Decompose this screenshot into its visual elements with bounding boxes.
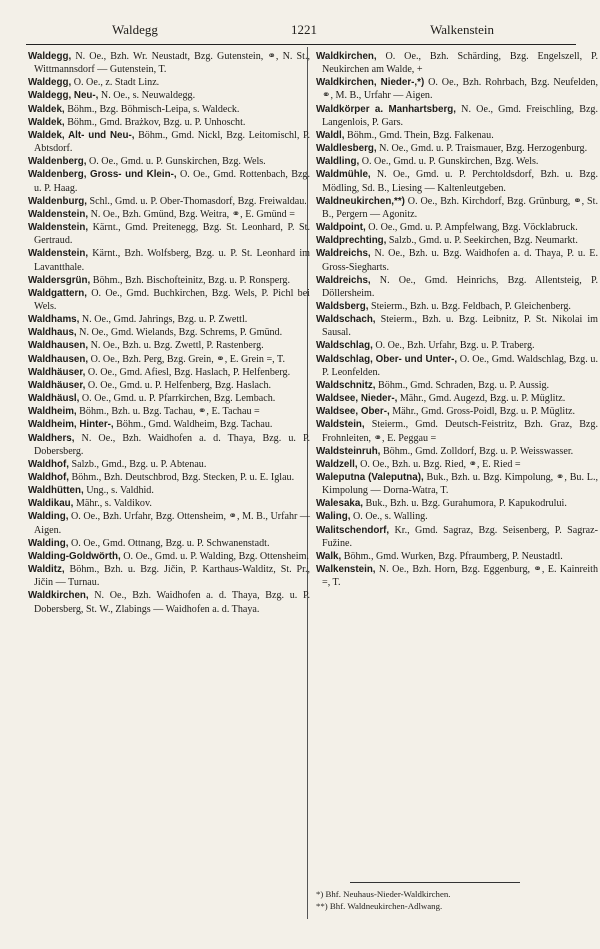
- gazetteer-entry: [316, 247, 598, 273]
- entry-headword: Waldenburg,: [28, 195, 87, 207]
- gazetteer-entry: [28, 326, 310, 339]
- entry-headword: Waldegg,: [28, 77, 72, 89]
- gazetteer-entry: [28, 195, 310, 208]
- gazetteer-entry: [28, 287, 310, 313]
- entry-text: Buk., Bzh. u. Bzg. Kimpolung, ⚭, Bu. L., Kimpolung — Dorna-Watra, T.: [322, 472, 598, 497]
- entry-headword: Waldek,: [28, 116, 65, 128]
- entry-headword: Waldhaus,: [28, 327, 77, 339]
- page-number: 1221: [291, 22, 317, 37]
- entry-text: Böhm., Gmd. Zolldorf, Bzg. u. P. Weisswasser.: [380, 445, 574, 457]
- gazetteer-entry: [28, 563, 310, 589]
- gazetteer-entry: [28, 484, 310, 497]
- gazetteer-entry: [316, 155, 598, 168]
- entry-headword: Waldgattern,: [28, 287, 87, 299]
- entry-headword: Waldpoint,: [316, 222, 366, 234]
- gazetteer-entry: [316, 274, 598, 300]
- entry-text: N. Oe., s. Neuwaldegg.: [98, 90, 196, 102]
- entry-headword: Waldek, Alt- und Neu-,: [28, 129, 135, 141]
- footnote: *) Bhf. Neuhaus-Nieder-Waldkirchen.: [316, 889, 451, 899]
- entry-text: N. Oe., Bzh. Waidhofen a. d. Thaya, Bzg. u. P. Dobersberg, St. W., Zlabings — Waidhofen a. d. Thaya.: [34, 590, 310, 615]
- entry-text: Kärnt., Bzh. Wolfsberg, Bzg. u. P. St. Leonhard im Lavantthale.: [34, 248, 310, 273]
- entry-headword: Walkenstein,: [316, 564, 376, 576]
- gazetteer-entry: [28, 497, 310, 510]
- gazetteer-entry: [28, 129, 310, 155]
- gazetteer-entry: [316, 168, 598, 194]
- gazetteer-entry: [28, 247, 310, 273]
- gazetteer-entry: [28, 208, 310, 221]
- entry-text: O. Oe., Gmd. Rottenbach, Bzg. u. P. Haag.: [34, 169, 311, 194]
- entry-headword: Waldprechting,: [316, 235, 387, 247]
- gazetteer-entry: [28, 471, 310, 484]
- entry-text: Böhm., Bzh. Deutschbrod, Bzg. Stecken, P. u. E. Iglau.: [69, 472, 295, 483]
- page-header: [24, 22, 576, 40]
- entry-headword: Waldl,: [316, 129, 345, 141]
- gazetteer-entry: [28, 103, 310, 116]
- entry-headword: Waldenberg, Gross- und Klein-,: [28, 169, 177, 181]
- entry-text: Salzb., Gmd. u. P. Seekirchen, Bzg. Neumarkt.: [386, 235, 578, 247]
- footnotes: [316, 888, 596, 912]
- entry-headword: Waldsee, Ober-,: [316, 406, 390, 418]
- entry-text: N. Oe., Bzh. Waidhofen a. d. Thaya, Bzg. u. P. Dobersberg.: [34, 432, 310, 457]
- entry-text: Böhm., Bzg. Böhmisch-Leipa, s. Waldeck.: [64, 103, 240, 115]
- entry-text: N. Oe., Gmd. u. P. Traismauer, Bzg. Herzogenburg.: [376, 143, 588, 155]
- entry-text: Mähr., s. Valdikov.: [73, 498, 152, 510]
- entry-headword: Walditz,: [28, 564, 65, 576]
- entry-text: O. Oe., Bzh. Urfahr, Bzg. u. P. Traberg.: [372, 340, 535, 352]
- entry-headword: Waldlesberg,: [316, 143, 377, 155]
- entry-headword: Waldhütten,: [28, 485, 84, 497]
- entry-text: N. Oe., Gmd. Heinrichs, Bzg. Allentsteig, P. Döllersheim.: [322, 274, 598, 299]
- entry-text: O. Oe., Bzh. Perg, Bzg. Grein, ⚭, E. Grein =, T.: [88, 353, 285, 365]
- entry-text: Schl., Gmd. u. P. Ober-Thomasdorf, Bzg. Freiwaldau.: [86, 195, 307, 207]
- gazetteer-entry: [316, 103, 598, 129]
- entry-headword: Walitschendorf,: [316, 524, 390, 536]
- entry-text: Mähr., Gmd. Augezd, Bzg. u. P. Müglitz.: [397, 393, 566, 405]
- gazetteer-entry: [28, 432, 310, 458]
- gazetteer-entry: [28, 379, 310, 392]
- gazetteer-entry: [316, 76, 598, 102]
- entry-headword: Waldsee, Nieder-,: [316, 393, 398, 405]
- gazetteer-entry: [316, 510, 598, 523]
- entry-text: Böhm., Gmd. Wurken, Bzg. Pfraumberg, P. Neustadtl.: [341, 550, 563, 562]
- entry-text: N. Oe., Gmd. Jahrings, Bzg. u. P. Zwettl.: [79, 314, 248, 326]
- entry-headword: Waldikau,: [28, 498, 74, 510]
- entry-text: Böhm., Bzh. Bischofteinitz, Bzg. u. P. Ronsperg.: [90, 274, 290, 286]
- gazetteer-entry: [28, 550, 310, 563]
- gazetteer-entry: [28, 339, 310, 352]
- gazetteer-entry: [316, 313, 598, 339]
- entry-headword: Waldzell,: [316, 458, 358, 470]
- entry-text: Böhm., Gmd. Schraden, Bzg. u. P. Aussig.: [375, 379, 550, 391]
- gazetteer-entry: [28, 405, 310, 418]
- entry-headword: Waldkirchen,: [28, 590, 89, 602]
- entry-headword: Walding-Goldwörth,: [28, 550, 121, 562]
- left-column: [28, 50, 310, 616]
- gazetteer-entry: [316, 221, 598, 234]
- entry-text: Böhm., Bzh. u. Bzg. Jičin, P. Karthaus-Walditz, St. Pr., Jičin — Turnau.: [34, 564, 310, 589]
- entry-headword: Waldschnitz,: [316, 379, 376, 391]
- entry-text: O. Oe., Gmd. u. P. Ampfelwang, Bzg. Vöcklabruck.: [365, 222, 578, 234]
- entry-text: O. Oe., Gmd. u. P. Gunskirchen, Bzg. Wels.: [359, 156, 539, 168]
- gazetteer-entry: [28, 50, 310, 76]
- header-rule: [26, 44, 576, 45]
- entry-headword: Waldschlag, Ober- und Unter-,: [316, 353, 458, 365]
- entry-headword: Waldschach,: [316, 314, 376, 326]
- gazetteer-entry: [316, 563, 598, 589]
- entry-headword: Waldkörper a. Manhartsberg,: [316, 103, 456, 115]
- entry-text: N. Oe., Gmd. Wielands, Bzg. Schrems, P. Gmünd.: [76, 327, 283, 339]
- entry-headword: Waldsteinruh,: [316, 445, 381, 457]
- entry-text: Böhm., Gmd. Thein, Bzg. Falkenau.: [344, 129, 494, 141]
- gazetteer-entry: [28, 76, 310, 89]
- entry-headword: Waleputna (Valeputna),: [316, 472, 424, 483]
- entry-text: O. Oe., Gmd. u. P. Pfarrkirchen, Bzg. Lembach.: [79, 393, 276, 405]
- entry-text: O. Oe., Gmd. u. P. Helfenberg, Bzg. Haslach.: [85, 379, 272, 391]
- entry-headword: Waldenberg,: [28, 156, 87, 168]
- entry-text: O. Oe., Bzh. u. Bzg. Ried, ⚭, E. Ried =: [357, 458, 521, 470]
- gazetteer-entry: [316, 339, 598, 352]
- footnote-rule: [350, 882, 520, 883]
- entry-text: Salzb., Gmd., Bzg. u. P. Abtenau.: [69, 458, 207, 470]
- gazetteer-entry: [28, 510, 310, 536]
- gazetteer-entry: [316, 142, 598, 155]
- entry-text: Steierm., Bzh. u. Bzg. Leibnitz, P. St. Nikolai im Sausal.: [322, 314, 598, 339]
- entry-headword: Walding,: [28, 537, 69, 549]
- entry-text: Buk., Bzh. u. Bzg. Gurahumora, P. Kapukodrului.: [363, 498, 567, 510]
- entry-headword: Waldhof,: [28, 458, 69, 470]
- gazetteer-entry: [28, 221, 310, 247]
- gazetteer-entry: [316, 129, 598, 142]
- entry-headword: Walk,: [316, 550, 342, 562]
- gazetteer-entry: [28, 168, 310, 194]
- entry-text: N. Oe., Gmd. Freischling, Bzg. Langenlois, P. Gars.: [322, 103, 598, 128]
- entry-headword: Waling,: [316, 511, 351, 523]
- entry-headword: Waldersgrün,: [28, 274, 91, 286]
- entry-headword: Waldhausen,: [28, 340, 89, 352]
- entry-text: O. Oe., Gmd. Buchkirchen, Bzg. Wels, P. Pichl bei Wels.: [34, 287, 310, 312]
- entry-text: N. Oe., Bzh. u. Bzg. Zwettl, P. Rastenberg.: [88, 340, 264, 352]
- entry-text: O. Oe., Gmd. u. P. Gunskirchen, Bzg. Wels.: [86, 156, 266, 168]
- entry-text: Böhm., Gmd. Brażkov, Bzg. u. P. Unhoscht.: [64, 116, 246, 128]
- entry-headword: Waldkirchen,: [316, 51, 377, 62]
- entry-text: Steierm., Bzh. u. Bzg. Feldbach, P. Gleichenberg.: [368, 300, 571, 312]
- gazetteer-entry: [28, 392, 310, 405]
- entry-headword: Waldneukirchen,**): [316, 195, 405, 207]
- entry-headword: Waldstein,: [316, 419, 365, 431]
- entry-text: Kr., Gmd. Sagraz, Bzg. Seisenberg, P. Sagraz-Fužine.: [322, 524, 598, 549]
- entry-headword: Waldenstein,: [28, 248, 89, 260]
- gazetteer-entry: [28, 537, 310, 550]
- gazetteer-entry: [316, 445, 598, 458]
- entry-headword: Waldenstein,: [28, 208, 89, 220]
- entry-headword: Waldek,: [28, 103, 65, 115]
- gazetteer-entry: [28, 353, 310, 366]
- entry-headword: Waldhäusl,: [28, 393, 80, 405]
- gazetteer-entry: [316, 353, 598, 379]
- entry-headword: Waldsberg,: [316, 300, 369, 312]
- entry-text: N. Oe., Bzh. Gmünd, Bzg. Weitra, ⚭, E. Gmünd =: [88, 208, 295, 220]
- entry-text: Böhm., Gmd. Waldheim, Bzg. Tachau.: [113, 419, 273, 431]
- gazetteer-entry: [316, 50, 598, 76]
- gazetteer-entry: [316, 195, 598, 221]
- entry-text: Kärnt., Gmd. Preitenegg, Bzg. St. Leonhard, P. St. Gertraud.: [34, 222, 310, 247]
- entry-text: N. Oe., Bzh. Horn, Bzg. Eggenburg, ⚭, E. Kainreith =, T.: [322, 564, 598, 589]
- header-left: Waldegg: [112, 22, 158, 37]
- entry-text: N. Oe., Bzh. Wr. Neustadt, Bzg. Gutenstein, ⚭, N. St., Wittmannsdorf — Gutenstein, T.: [34, 51, 310, 76]
- gazetteer-entry: [28, 116, 310, 129]
- entry-headword: Waldegg, Neu-,: [28, 90, 99, 102]
- entry-headword: Waldhers,: [28, 432, 75, 444]
- entry-headword: Waldhäuser,: [28, 366, 86, 378]
- gazetteer-entry: [28, 589, 310, 615]
- entry-headword: Waldhausen,: [28, 353, 89, 365]
- entry-text: N. Oe., Bzh. u. Bzg. Waidhofen a. d. Thaya, P. u. E. Gross-Siegharts.: [322, 248, 598, 273]
- gazetteer-entry: [316, 300, 598, 313]
- entry-text: Steierm., Gmd. Deutsch-Feistritz, Bzh. Graz, Bzg. Frohnleiten, ⚭, E. Peggau =: [322, 419, 598, 444]
- entry-text: O. Oe., Bzh. Urfahr, Bzg. Ottensheim, ⚭, M. B., Urfahr — Aigen.: [34, 511, 310, 536]
- entry-text: Ung., s. Valdhid.: [83, 485, 154, 497]
- entry-text: O. Oe., Gmd. Waldschlag, Bzg. u. P. Leonfelden.: [322, 353, 598, 378]
- gazetteer-entry: [28, 274, 310, 287]
- entry-headword: Waldegg,: [28, 51, 72, 62]
- entry-headword: Waldkirchen, Nieder-,*): [316, 77, 425, 89]
- gazetteer-entry: [316, 234, 598, 247]
- right-column: [316, 50, 598, 589]
- entry-headword: Waldhof,: [28, 472, 69, 483]
- gazetteer-entry: [316, 379, 598, 392]
- entry-text: N. Oe., Gmd. u. P. Perchtoldsdorf, Bzh. u. Bzg. Mödling, Sd. B., Liesing — Kaltenleutgeben.: [322, 169, 598, 194]
- gazetteer-entry: [28, 155, 310, 168]
- entry-text: Böhm., Gmd. Nickl, Bzg. Leitomischl, P. Abtsdorf.: [34, 129, 310, 155]
- gazetteer-entry: [316, 524, 598, 550]
- entry-text: O. Oe., s. Walling.: [350, 511, 428, 523]
- entry-headword: Waldheim, Hinter-,: [28, 419, 114, 431]
- entry-text: O. Oe., Gmd. Ottnang, Bzg. u. P. Schwanenstadt.: [68, 537, 270, 549]
- entry-headword: Walding,: [28, 511, 69, 523]
- footnote: **) Bhf. Waldneukirchen-Adlwang.: [316, 901, 443, 911]
- gazetteer-entry: [316, 458, 598, 471]
- entry-headword: Waldreichs,: [316, 248, 371, 260]
- gazetteer-entry: [28, 418, 310, 431]
- entry-text: O. Oe., Gmd. u. P. Walding, Bzg. Ottensheim.: [120, 550, 309, 562]
- gazetteer-entry: [316, 405, 598, 418]
- entry-headword: Walesaka,: [316, 498, 364, 510]
- entry-headword: Waldenstein,: [28, 222, 89, 234]
- entry-text: O. Oe., Bzh. Schärding, Bzg. Engelszell, P. Neukirchen am Walde, +: [322, 51, 598, 76]
- entry-headword: Waldhams,: [28, 314, 80, 326]
- entry-headword: Waldling,: [316, 156, 360, 168]
- entry-text: O. Oe., Bzh. Kirchdorf, Bzg. Grünburg, ⚭, St. B., Pergern — Agonitz.: [322, 195, 598, 220]
- gazetteer-entry: [28, 89, 310, 102]
- entry-text: Böhm., Bzh. u. Bzg. Tachau, ⚭, E. Tachau =: [76, 406, 260, 418]
- header-right: Walkenstein: [430, 22, 494, 37]
- gazetteer-entry: [316, 418, 598, 444]
- gazetteer-entry: [316, 471, 598, 497]
- entry-headword: Waldhäuser,: [28, 379, 86, 391]
- gazetteer-entry: [28, 313, 310, 326]
- entry-headword: Waldmühle,: [316, 169, 371, 181]
- gazetteer-entry: [28, 458, 310, 471]
- entry-text: O. Oe., Gmd. Afiesl, Bzg. Haslach, P. Helfenberg.: [85, 366, 291, 378]
- entry-headword: Waldheim,: [28, 406, 77, 418]
- gazetteer-entry: [28, 366, 310, 379]
- gazetteer-entry: [316, 550, 598, 563]
- entry-text: Mähr., Gmd. Gross-Poidl, Bzg. u. P. Müglitz.: [389, 406, 576, 418]
- entry-text: O. Oe., Bzh. Rohrbach, Bzg. Neufelden, ⚭, M. B., Urfahr — Aigen.: [322, 77, 598, 102]
- entry-headword: Waldschlag,: [316, 340, 373, 352]
- entry-headword: Waldreichs,: [316, 274, 371, 286]
- gazetteer-entry: [316, 497, 598, 510]
- entry-text: O. Oe., z. Stadt Linz.: [71, 77, 160, 89]
- gazetteer-entry: [316, 392, 598, 405]
